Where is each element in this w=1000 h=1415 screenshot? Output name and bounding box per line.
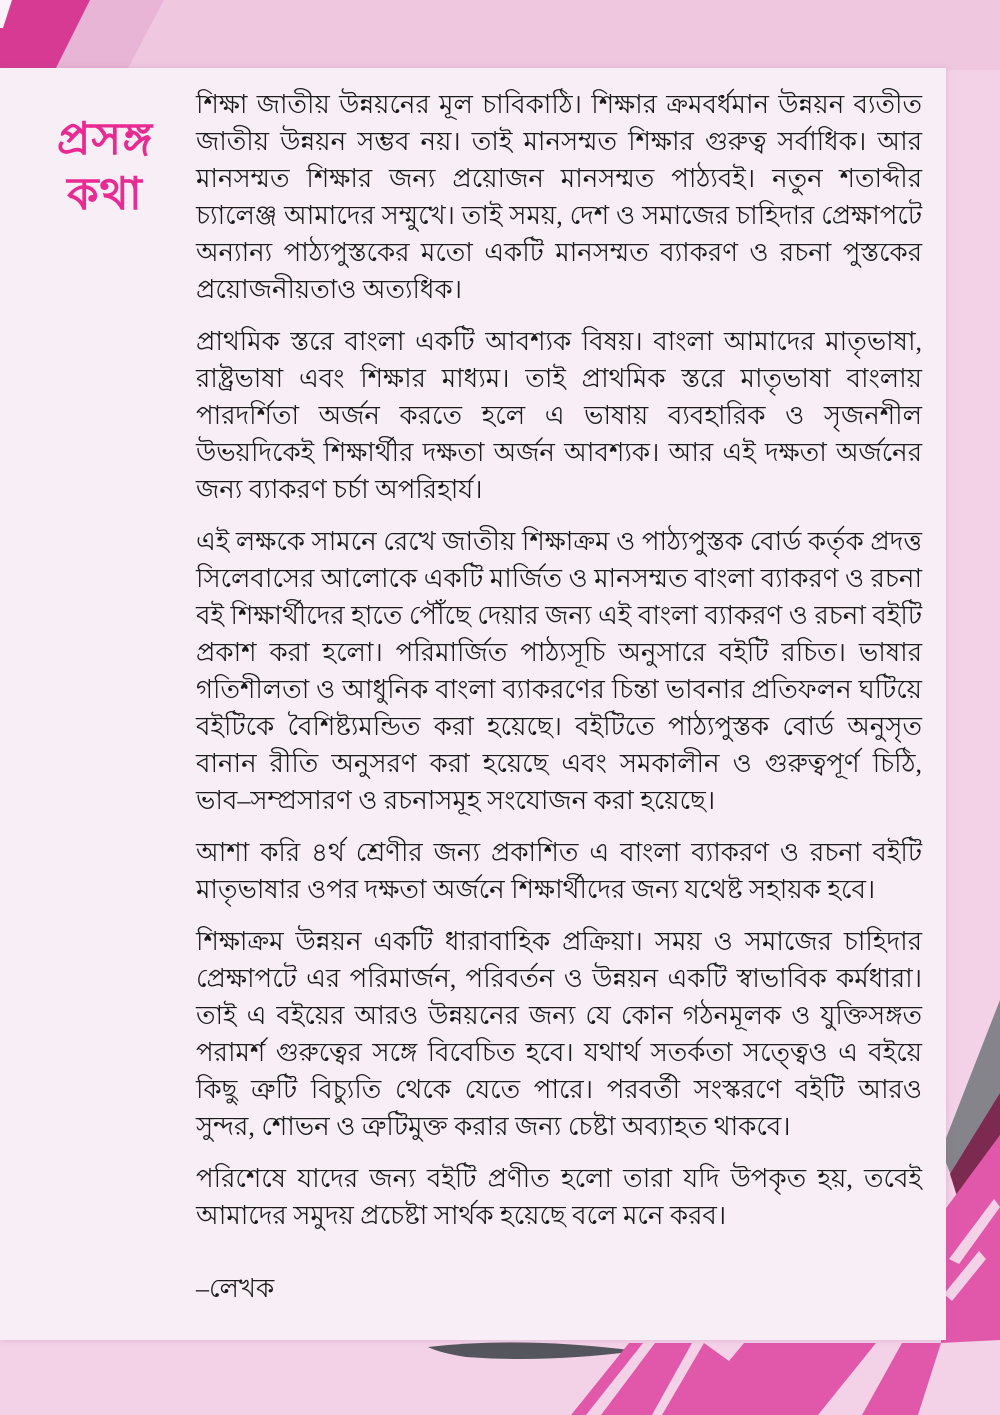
preface-paragraph: পরিশেষে যাদের জন্য বইটি প্রণীত হলো তারা যদি উপকৃত হয়, তবেই আমাদের সমুদয় প্রচেষ্টা সার্থক হয়েছে বলে মনে করব। bbox=[196, 1164, 922, 1230]
preface-paragraph: শিক্ষাক্রম উন্নয়ন একটি ধারাবাহিক প্রক্রিয়া। সময় ও সমাজের চাহিদার প্রেক্ষাপটে এর পরিমার্জন, পরিবর্তন ও উন্নয়ন একটি স্বাভাবিক কর্মধারা। তাই এ বইয়ের আরও উন্নয়নের জন্য যে কোন গঠনমূলক ও যুক্তিসঙ্গত পরামর্শ গুরুত্বের সঙ্গে বিবেচিত হবে। যথার্থ সতর্কতা সত্ত্বেও এ বইয়ে কিছু ত্রুটি বিচ্যুতি থেকে যেতে পারে। পরবর্তী সংস্করণে বইটি আরও সুন্দর, শোভন ও ত্রুটিমুক্ত করার জন্য চেষ্টা অব্যাহত থাকবে। bbox=[196, 927, 922, 1141]
preface-body bbox=[196, 86, 922, 1307]
preface-paragraphs bbox=[196, 86, 922, 1234]
page-title-line1: প্রসঙ্গ bbox=[56, 114, 154, 164]
author-signature: –লেখক bbox=[196, 1274, 275, 1303]
page-title-line2: কথা bbox=[67, 168, 143, 219]
preface-paragraph: আশা করি ৪র্থ শ্রেণীর জন্য প্রকাশিত এ বাংলা ব্যাকরণ ও রচনা বইটি মাতৃভাষার ওপর দক্ষতা অর্জনে শিক্ষার্থীদের জন্য যথেষ্ট সহায়ক হবে। bbox=[196, 838, 922, 904]
preface-paragraph: শিক্ষা জাতীয় উন্নয়নের মূল চাবিকাঠি। শিক্ষার ক্রমবর্ধমান উন্নয়ন ব্যতীত জাতীয় উন্নয়ন সম্ভব নয়। তাই মানসম্মত শিক্ষার গুরুত্ব সর্বাধিক। আর মানসম্মত শিক্ষার জন্য প্রয়োজন মানসম্মত পাঠ্যবই। নতুন শতাব্দীর চ্যালেঞ্জ আমাদের সম্মুখে। তাই সময়, দেশ ও সমাজের চাহিদার প্রেক্ষাপটে অন্যান্য পাঠ্যপুস্তকের মতো একটি মানসম্মত ব্যাকরণ ও রচনা পুস্তকের প্রয়োজনীয়তাও অত্যধিক। bbox=[196, 90, 922, 304]
page-title bbox=[22, 112, 188, 222]
preface-paragraph: এই লক্ষকে সামনে রেখে জাতীয় শিক্ষাক্রম ও পাঠ্যপুস্তক বোর্ড কর্তৃক প্রদত্ত সিলেবাসের আলোকে একটি মার্জিত ও মানসম্মত বাংলা ব্যাকরণ ও রচনা বই শিক্ষার্থীদের হাতে পৌঁছে দেয়ার জন্য এই বাংলা ব্যাকরণ ও রচনা বইটি প্রকাশ করা হলো। পরিমার্জিত পাঠ্যসূচি অনুসারে বইটি রচিত। ভাষার গতিশীলতা ও আধুনিক বাংলা ব্যাকরণের চিন্তা ভাবনার প্রতিফলন ঘটিয়ে বইটিকে বৈশিষ্ট্যমন্ডিত করা হয়েছে। বইটিতে পাঠ্যপুস্তক বোর্ড অনুসৃত বানান রীতি অনুসরণ করা হয়েছে এবং সমকালীন ও গুরুত্বপূর্ণ চিঠি, ভাব–সম্প্রসারণ ও রচনাসমূহ সংযোজন করা হয়েছে। bbox=[196, 527, 922, 815]
preface-paragraph: প্রাথমিক স্তরে বাংলা একটি আবশ্যক বিষয়। বাংলা আমাদের মাতৃভাষা, রাষ্ট্রভাষা এবং শিক্ষার মাধ্যম। তাই প্রাথমিক স্তরে মাতৃভাষা বাংলায় পারদর্শিতা অর্জন করতে হলে এ ভাষায় ব্যবহারিক ও সৃজনশীল উভয়দিকেই শিক্ষার্থীর দক্ষতা অর্জন আবশ্যক। আর এই দক্ষতা অর্জনের জন্য ব্যাকরণ চর্চা অপরিহার্য। bbox=[196, 327, 922, 504]
